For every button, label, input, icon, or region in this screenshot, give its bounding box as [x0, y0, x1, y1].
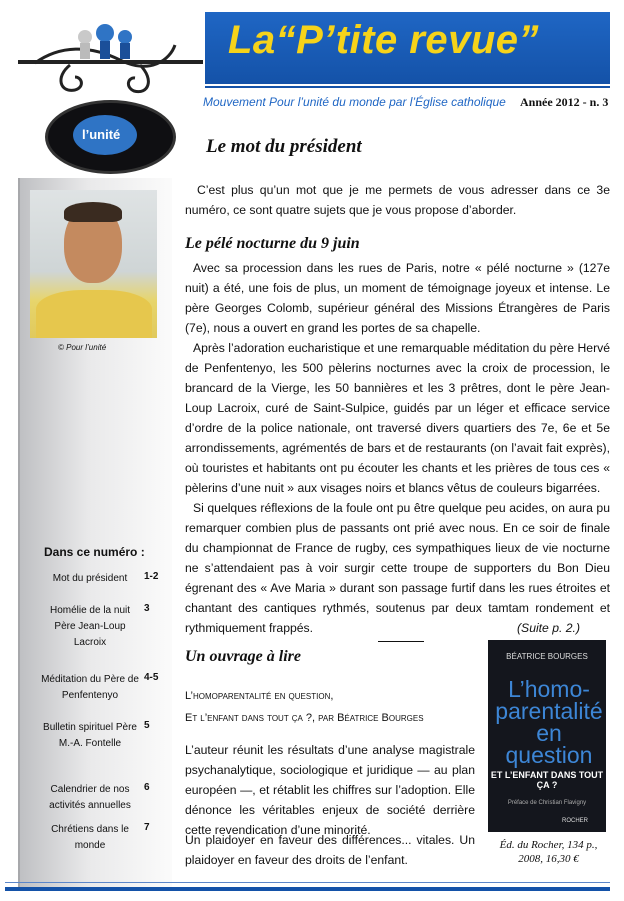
book-review-closing: Un plaidoyer en faveur des différences... vitales. Un plaidoyer en faveur des droits de l’enfant.: [185, 833, 475, 867]
intro-paragraph: C’est plus qu’un mot que je me permets de vous adresser dans ce 3e numéro, ce sont quatre sujets que je vous propose d’aborder.: [185, 183, 610, 217]
wrought-iron-sign-icon: [30, 15, 180, 105]
toc-title: Dans ce numéro :: [44, 545, 145, 559]
heading-president: Le mot du président: [206, 136, 362, 157]
book-cover-publisher: ROCHER: [562, 818, 589, 824]
footer-rule: [5, 887, 610, 891]
photo-hair: [64, 202, 122, 222]
pele-paragraph-3-text: Si quelques réflexions de la foule ont pu être quelque peu acides, on aura pu remarquer combien plus de passants ont prié avec nous. En ce soir de finale du championnat de France de rugby, ces sympathiques lieux de vie nocturne ne s’attendaient pas à voir surgir cette troupe de supporters du Bon Dieu égrenant des « Ave Maria » durant son passage furtif dans les rues étroites et chantant des cantiques rythmés, soutenus par deux tamtam rondement et rythmiquement frappés.: [185, 501, 610, 635]
toc-item-label[interactable]: Mot du président: [52, 573, 128, 584]
logo-text: l’unité: [82, 127, 121, 142]
issue-number: Année 2012 - n. 3: [520, 95, 609, 109]
book-cover-preface: Préface de Christian Flavigny: [507, 800, 587, 806]
book-citation-line-1: L’homoparentalité en question,: [185, 690, 334, 702]
pele-paragraph-3: [185, 498, 610, 638]
heading-ouvrage: Un ouvrage à lire: [185, 648, 301, 665]
book-review-paragraph: L’auteur réunit les résultats d’une analyse magistrale psychanalytique, sociologique et juridique — au plan européen —, et rétablit les chiffres sur l’adoption. Elle dénonce les véritables enjeux de société derrière cette revendication d’une minorité.: [185, 743, 475, 837]
toc-item-label[interactable]: Méditation du Père de Penfentenyo: [41, 674, 139, 701]
photo-shirt: [36, 290, 152, 338]
book-cover-subtitle: ET L’ENFANT DANS TOUT ÇA ?: [490, 770, 604, 790]
toc-item-label[interactable]: Chrétiens dans le monde: [51, 824, 129, 851]
toc-item-label[interactable]: Homélie de la nuit Père Jean-Loup Lacroix: [49, 605, 131, 648]
book-cover-author: BÉATRICE BOURGES: [506, 652, 588, 661]
toc-item-page: 4-5: [144, 672, 159, 683]
photo-caption: © Pour l’unité: [58, 343, 107, 352]
book-cover-title: L’homo-parentalité en question: [495, 676, 603, 768]
heading-pele: Le pélé nocturne du 9 juin: [185, 235, 360, 252]
section-divider: [378, 641, 424, 642]
footer-rule-thin: [5, 882, 610, 883]
header-rule: [205, 86, 610, 88]
toc-item-page: 3: [144, 603, 150, 614]
book-citation: [185, 685, 485, 729]
toc-item-page: 5: [144, 720, 150, 731]
pele-paragraph-1: Avec sa procession dans les rues de Paris, notre « pélé nocturne » (127e nuit) a été, une fois de plus, un moment de témoignage joyeux et intense. Le père Georges Colomb, supérieur général des Missions Étrangères de Paris (7e), nous a ouvert en grand les portes de sa chapelle.: [185, 261, 610, 335]
toc-item-label[interactable]: Calendrier de nos activités annuelles: [49, 784, 131, 811]
publication-title: La“P’tite revue”: [228, 18, 540, 62]
pele-paragraph-2: Après l’adoration eucharistique et une remarquable méditation du père Hervé de Penfentenyo, les 500 pèlerins nocturnes avec la croix de procession, le brancard de la Vierge, les 50 bannières et les 3 prêtres, dont le père Jean-Loup Lacroix, curé de Saint-Sulpice, guidés par un léger et efficace service d’ordre de la police nationale, ont traversé divers quartiers des 7e, 6e et 5e arrondissements, agrémentés de bars et de restaurants (on l’avait fait exprès), où touristes et habitants ont pu écouter les chants et les prières de tous ces « pèlerins d’une nuit » aux visages noirs et blancs vêtus de couleurs bigarrées.: [185, 341, 610, 495]
book-citation-line-2: Et l’enfant dans tout ça ?, par Béatrice Bourges: [185, 712, 424, 724]
pele-article: [185, 258, 610, 638]
book-caption: Éd. du Rocher, 134 p., 2008, 16,30 €: [499, 839, 598, 865]
toc-item-page: 7: [144, 822, 150, 833]
toc-item-label[interactable]: Bulletin spirituel Père M.-A. Fontelle: [43, 722, 137, 749]
suite-link[interactable]: (Suite p. 2.): [517, 621, 580, 635]
toc-item-page: 6: [144, 782, 150, 793]
tagline: Mouvement Pour l’unité du monde par l’Église catholique: [203, 95, 506, 109]
toc-item-page: 1-2: [144, 571, 159, 582]
